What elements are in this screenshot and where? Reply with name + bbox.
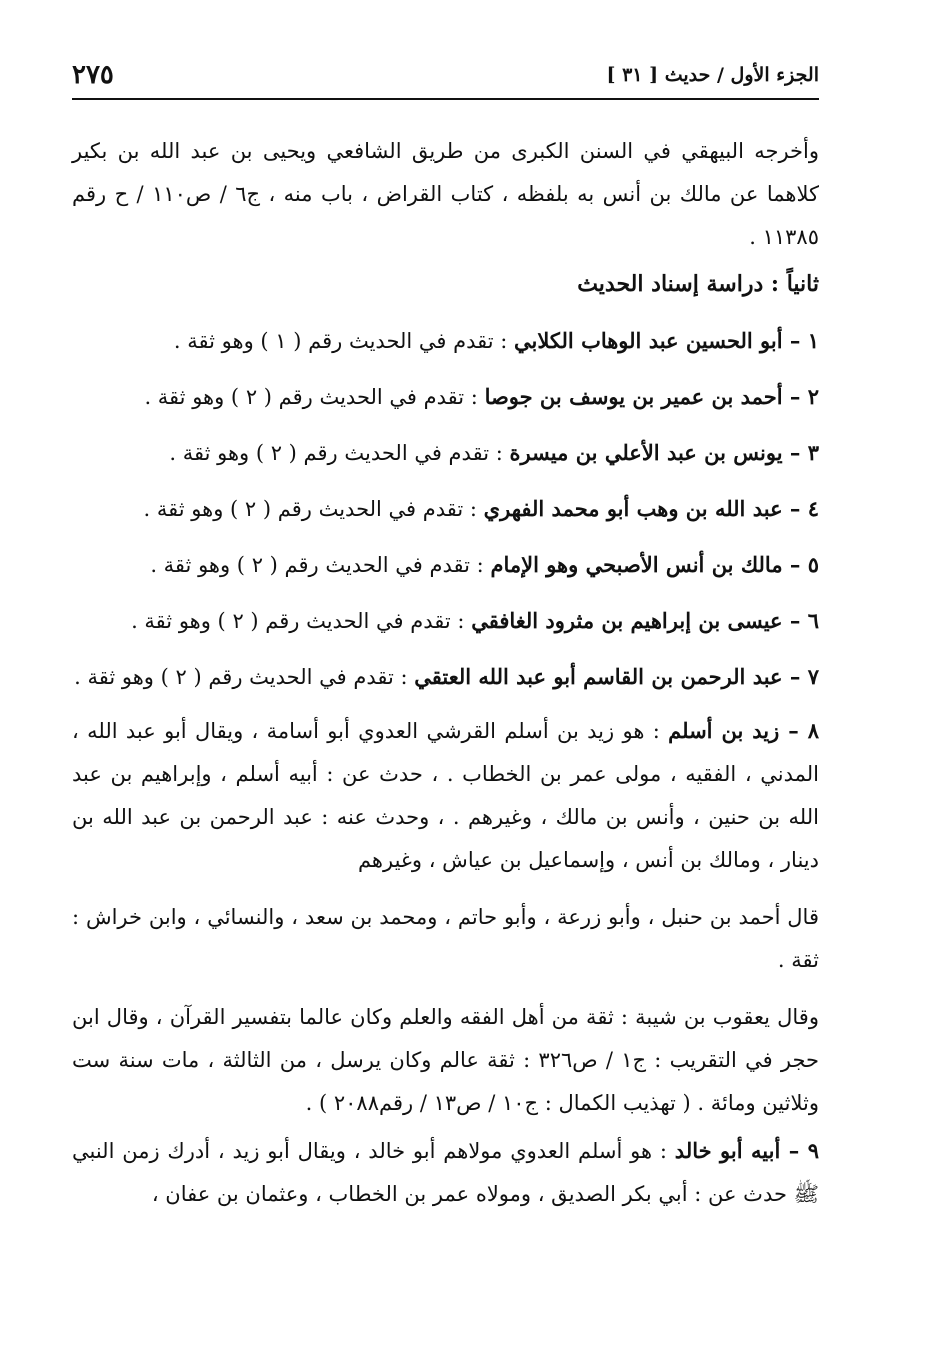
narrator-entry-1	[72, 313, 819, 369]
narrator-note: : تقدم في الحديث رقم ( ٢ ) وهو ثقة .	[74, 665, 415, 689]
narrator-entry-3	[72, 425, 819, 481]
narrator-entry-2	[72, 369, 819, 425]
narrator-note: : تقدم في الحديث رقم ( ٢ ) وهو ثقة .	[143, 497, 484, 521]
narrator-note: : تقدم في الحديث رقم ( ٢ ) وهو ثقة .	[169, 441, 510, 465]
narrator-bio: : هو أسلم العدوي مولاهم أبو خالد ، ويقال أبو زيد ، أدرك زمن النبي ﷺ حدث عن : أبي بكر الصديق ، ومولاه عمر بن الخطاب ، وعثمان بن عفان ،	[72, 1139, 819, 1206]
narrator-name: ٩ – أبيه أبو خالد	[674, 1138, 819, 1163]
page-body	[72, 130, 819, 1216]
narrator-entry-6	[72, 593, 819, 649]
running-title: الجزء الأول / حديث [ ٣١ ]	[606, 64, 819, 86]
section-title: ثانياً : دراسة إسناد الحديث	[577, 271, 819, 297]
narrator-name: ٧ – عبد الرحمن بن القاسم أبو عبد الله العتقي	[414, 664, 819, 689]
narrator-name: ٢ – أحمد بن عمير بن يوسف بن جوصا	[484, 384, 819, 409]
narrator-entry-5	[72, 537, 819, 593]
narrator-bio: : هو زيد بن أسلم القرشي العدوي أبو أسامة ، ويقال أبو عبد الله ، المدني ، الفقيه ، مولى عمر بن الخطاب . ، حدث عن : أبيه أسلم ، وإبراهيم بن عبد الله بن حنين ، وأنس بن مالك ، وغيرهم . ، وحدث عنه : عبد الرحمن بن عبد الله بن دينار ، ومالك بن أنس ، وإسماعيل بن عياش ، وغيرهم	[72, 719, 819, 872]
narrator-note: : تقدم في الحديث رقم ( ٢ ) وهو ثقة .	[131, 609, 472, 633]
narrator-entry-8	[72, 709, 819, 882]
page-header	[72, 52, 819, 98]
narrator-note: : تقدم في الحديث رقم ( ٢ ) وهو ثقة .	[150, 553, 491, 577]
narrator-name: ٨ – زيد بن أسلم	[668, 718, 819, 743]
narrator-note: : تقدم في الحديث رقم ( ٢ ) وهو ثقة .	[144, 385, 485, 409]
narrator-name: ٦ – عيسى بن إبراهيم بن مثرود الغافقي	[471, 608, 819, 633]
grading-paragraph-2: وقال يعقوب بن شيبة : ثقة من أهل الفقه والعلم وكان عالما بتفسير القرآن ، وقال ابن حجر في التقريب : ج١ / ص٣٢٦ : ثقة عالم وكان يرسل ، من الثالثة ، مات سنة ست وثلاثين ومائة . ( تهذيب الكمال : ج١٠ / ص١٣ / رقم٢٠٨٨ ) .	[72, 1005, 819, 1115]
narrator-note: : تقدم في الحديث رقم ( ١ ) وهو ثقة .	[173, 329, 515, 353]
header-rule	[72, 98, 819, 100]
narrator-name: ٥ – مالك بن أنس الأصبحي وهو الإمام	[490, 552, 819, 577]
narrator-name: ١ – أبو الحسين عبد الوهاب الكلابي	[514, 328, 819, 353]
grading-paragraph-1: قال أحمد بن حنبل ، وأبو زرعة ، وأبو حاتم ، ومحمد بن سعد ، والنسائي ، وابن خراش : ثقة .	[72, 905, 819, 972]
narrator-entry-4	[72, 481, 819, 537]
narrator-name: ٣ – يونس بن عبد الأعلي بن ميسرة	[509, 440, 819, 465]
narrator-entry-7	[72, 649, 819, 705]
page-number: ٢٧٥	[72, 60, 114, 90]
narrator-name: ٤ – عبد الله بن وهب أبو محمد الفهري	[483, 496, 819, 521]
narrator-entry-9	[72, 1129, 819, 1216]
takhrij-paragraph: وأخرجه البيهقي في السنن الكبرى من طريق الشافعي ويحيى بن عبد الله بن بكير كلاهما عن مالك بن أنس به بلفظه ، كتاب القراض ، باب منه ، ج٦ / ص١١٠ / ح رقم ١١٣٨٥ .	[72, 139, 820, 249]
